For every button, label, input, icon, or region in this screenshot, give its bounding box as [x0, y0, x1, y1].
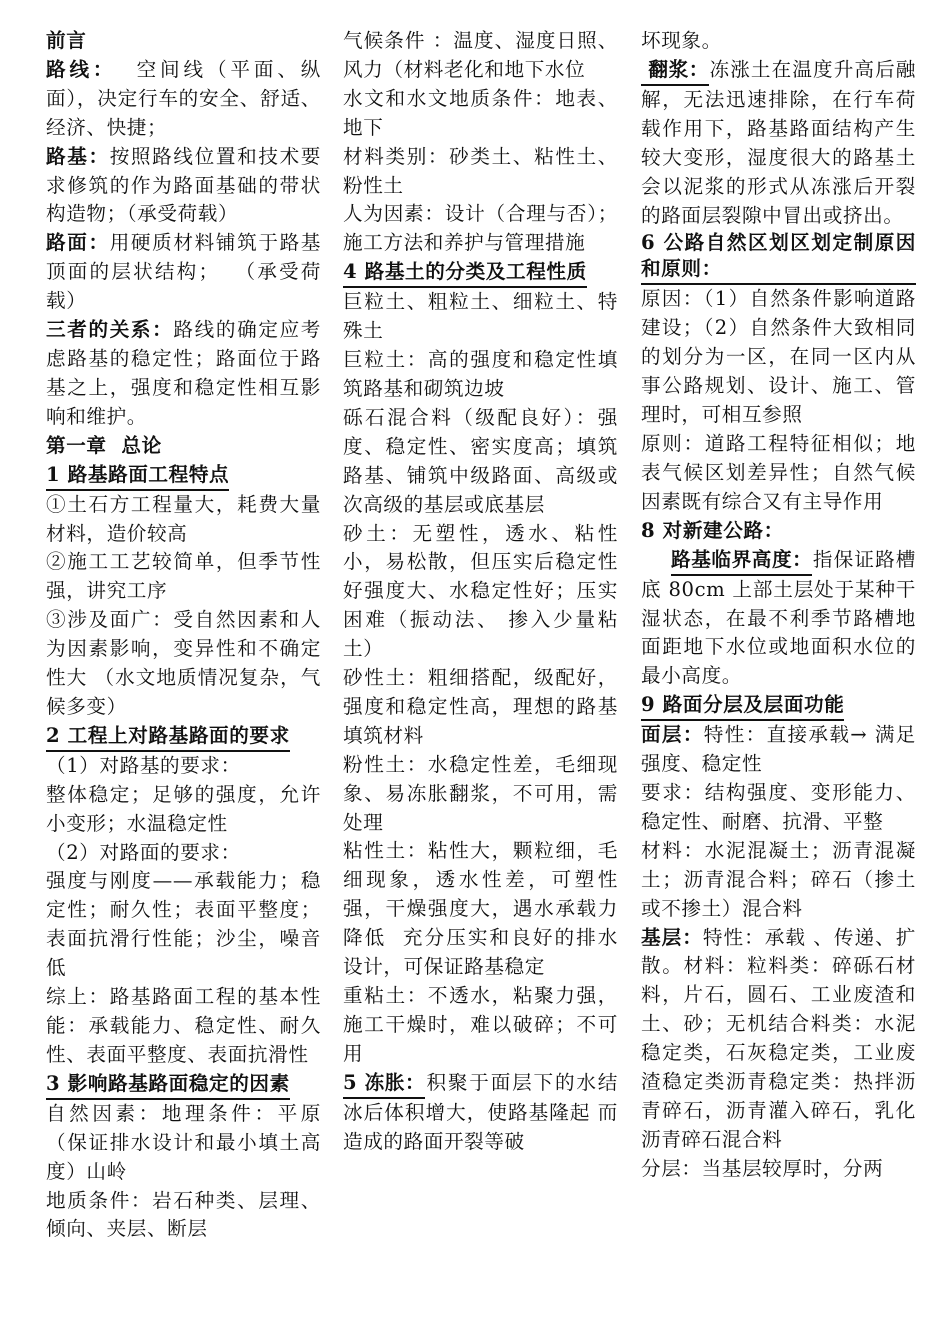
paragraph: 巨粒土：高的强度和稳定性填筑路基和砌筑边坡: [343, 348, 618, 400]
definition-pavement: [46, 229, 321, 316]
paragraph: 原则：道路工程特征相似；地表气候区划差异性；自然气候因素既有综合又有主导作用: [641, 431, 916, 513]
section-title: 6 公路自然区划区划定制原因和原则：: [641, 230, 916, 285]
definition-surface-layer: [641, 721, 916, 779]
column-2: [343, 27, 618, 1157]
term-label: 面层：: [641, 723, 704, 747]
term-text: 特性：承载 、传递、扩散。材料：粒料类：碎砾石材料，片石，圆石、工业废渣和土、砂；无机结合料类：水泥稳定类，石灰稳定类，工业废渣稳定类沥青稳定类：热拌沥青碎石，沥青灌入碎石，乳化沥青碎石混合料: [641, 925, 916, 1151]
column-1: [46, 27, 321, 1244]
paragraph: （2）对路面的要求：: [46, 840, 241, 864]
paragraph: 材料：水泥混凝土；沥青混凝土；沥青混合料；碎石（掺土或不掺土）混合料: [641, 838, 916, 920]
definition-base-layer: [641, 924, 916, 1155]
paragraph: 原因：（1）自然条件影响道路建设；（2）自然条件大致相同的划分为一区，在同一区内从事公路规划、设计、施工、管理时，可相互参照: [641, 287, 916, 427]
term-text: 按照路线位置和技术要求修筑的作为路面基础的带状构造物；（承受荷载）: [46, 144, 321, 226]
section-heading-4: [343, 258, 618, 288]
paragraph: 材料类别：砂类土、粘性土、粉性土: [343, 144, 618, 197]
section-title: 9 路面分层及层面功能: [641, 692, 844, 721]
paragraph: （1）对路基的要求：: [46, 753, 241, 777]
paragraph: 要求：结构强度、变形能力、稳定性、耐磨、抗滑、平整: [641, 781, 916, 833]
paragraph: 粉性土：水稳定性差，毛细现象、易冻胀翻浆，不可用，需处理: [343, 752, 618, 834]
paragraph: 分层：当基层较厚时，分两: [641, 1156, 884, 1180]
paragraph: 砂性土：粗细搭配，级配好，强度和稳定性高，理想的路基填筑材料: [343, 666, 618, 747]
paragraph: ①土石方工程量大，耗费大量材料，造价较高: [46, 492, 321, 545]
column-3: [641, 27, 916, 1184]
foreword-heading: 前言: [46, 29, 87, 52]
section-title: 3 影响路基路面稳定的因素: [46, 1071, 290, 1100]
paragraph: 坏现象。: [641, 29, 722, 52]
definition-critical-height: [641, 546, 916, 692]
term-label: 路线：: [46, 57, 117, 81]
paragraph: ②施工工艺较简单，但季节性强，讲究工序: [46, 550, 321, 603]
paragraph: 人为因素：设计（合理与否）；施工方法和养护与管理措施: [343, 202, 618, 255]
term-label: 三者的关系：: [46, 318, 174, 342]
section-heading-2: [46, 722, 321, 752]
section-title: 4 路基土的分类及工程性质: [343, 259, 587, 288]
section-title: 2 工程上对路基路面的要求: [46, 723, 290, 752]
paragraph: 地质条件：岩石种类、层理、倾向、夹层、断层: [46, 1188, 321, 1241]
term-text: 路线的确定应考虑路基的稳定性；路面位于路基之上，强度和稳定性相互影响和维护。: [46, 318, 321, 428]
section-heading-8: 8 对新建公路：: [641, 518, 784, 542]
section-title: 翻浆：: [641, 57, 709, 86]
chapter-heading: 第一章 总论: [46, 433, 162, 457]
term-label: 基层：: [641, 925, 703, 949]
paragraph: 综上：路基路面工程的基本性能：承载能力、稳定性、耐久性、表面平整度、表面抗滑性: [46, 985, 321, 1066]
paragraph: 砂土：无塑性，透水、粘性小，易松散，但压实后稳定性好强度大、水稳定性好；压实困难（振动法、 掺入少量粘土）: [343, 521, 618, 661]
paragraph: 气候条件 ：温度、湿度日照、风力（材料老化和地下水位: [343, 29, 618, 81]
paragraph: 强度与刚度——承载能力；稳定性；耐久性；表面平整度；表面抗滑行性能；沙尘，噪音低: [46, 869, 321, 980]
section-heading-9: [641, 691, 916, 721]
definition-mud-pumping: [641, 56, 916, 231]
section-title: 1 路基路面工程特点: [46, 462, 229, 491]
paragraph: 重粘土：不透水，粘聚力强，施工干燥时，难以破碎；不可用: [343, 984, 618, 1065]
paragraph: 自然因素：地理条件：平原（保证排水设计和最小填土高度）山岭: [46, 1101, 321, 1183]
section-heading-3: [46, 1070, 321, 1100]
paragraph: 水文和水文地质条件：地表、地下: [343, 86, 618, 139]
paragraph: 粘性土：粘性大，颗粒细，毛细现象，透水性差，可塑性强，干燥强度大，遇水承载力降低 充分压实和良好的排水设计，可保证路基稳定: [343, 839, 618, 979]
section-heading-6: [641, 230, 916, 285]
term-text: 积聚于面层下的水结冰后体积增大，使路基隆起 而造成的路面开裂等破: [343, 1070, 618, 1153]
definition-frost-heave: [343, 1069, 618, 1157]
definition-route: [46, 56, 321, 143]
term-text: 指保证路槽底 80cm 上部土层处于某种干湿状态，在最不利季节路槽地面距地下水位或地面积水位的最小高度。: [641, 547, 916, 688]
paragraph: ③涉及面广：受自然因素和人为因素影响，变异性和不确定性大 （水文地质情况复杂，气候多变）: [46, 608, 321, 718]
section-title: 路基临界高度：: [671, 547, 812, 576]
term-text: 特性：直接承载→ 满足强度、稳定性: [641, 723, 916, 776]
definition-relationship: [46, 316, 321, 432]
term-text: 冻涨土在温度升高后融解，无法迅速排除，在行车荷载作用下，路基路面结构产生较大变形，湿度很大的路基土会以泥浆的形式从冻涨后开裂的路面层裂隙中冒出或挤出。: [641, 57, 916, 227]
term-text: 用硬质材料铺筑于路基顶面的层状结构； （承受荷载）: [46, 231, 321, 313]
definition-subgrade: [46, 143, 321, 230]
term-label: 路基：: [46, 144, 110, 168]
paragraph: 砾石混合料（级配良好）：强度、稳定性、密实度高；填筑路基、铺筑中级路面、高级或次高级的基层或底基层: [343, 405, 618, 516]
term-label: 路面：: [46, 231, 110, 255]
section-title: 5 冻胀：: [343, 1070, 425, 1099]
paragraph: 整体稳定；足够的强度，允许小变形；水温稳定性: [46, 782, 321, 835]
paragraph: 巨粒土、粗粒土、细粒土、特殊土: [343, 290, 618, 343]
term-text: 空间线（平面、纵面），决定行车的安全、舒适、经济、快捷；: [46, 57, 321, 139]
section-heading-1: [46, 461, 321, 491]
